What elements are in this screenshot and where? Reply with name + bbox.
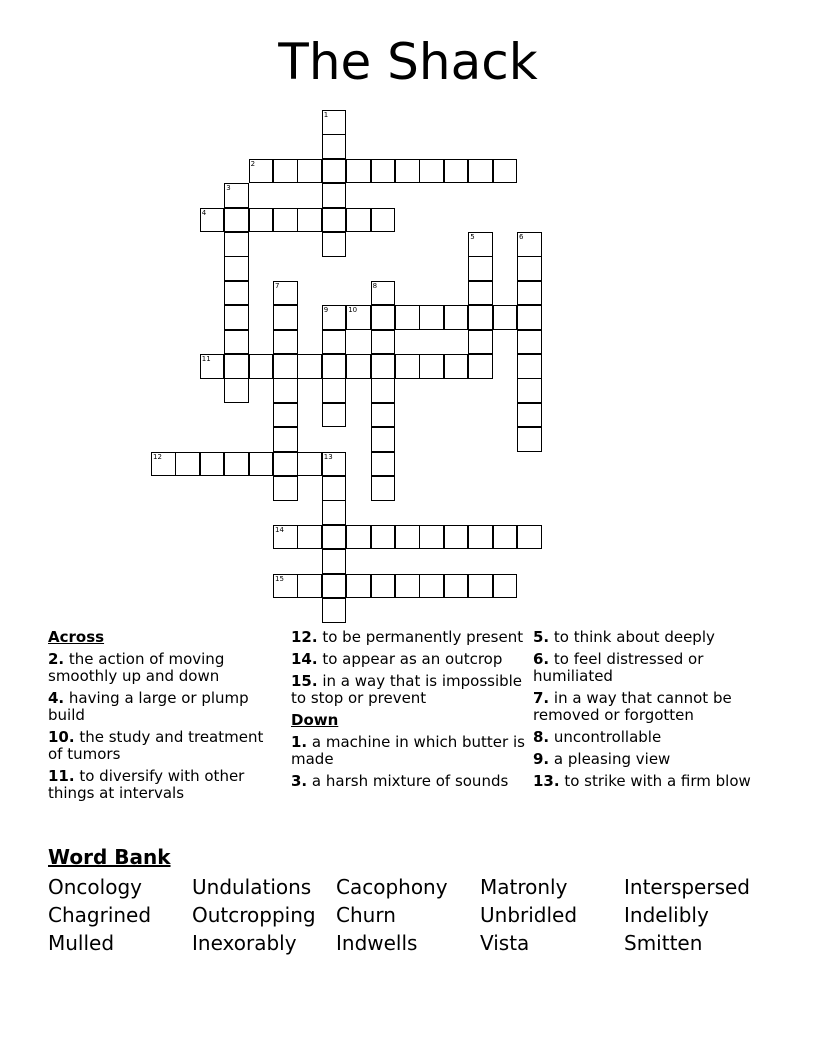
grid-cell[interactable] xyxy=(297,452,322,477)
grid-cell[interactable] xyxy=(249,452,274,477)
clue-down-5: 5. to think about deeply xyxy=(533,628,715,646)
clue-number: 4 xyxy=(201,208,207,217)
clue-across-14: 14. to appear as an outcrop xyxy=(291,650,503,668)
grid-cell[interactable] xyxy=(371,208,396,233)
grid-cell[interactable] xyxy=(468,525,493,550)
grid-cell[interactable] xyxy=(224,208,249,233)
clue-down-1: 1. a machine in which butter is made xyxy=(291,733,525,768)
clues-column-1 xyxy=(48,629,278,807)
grid-cell[interactable] xyxy=(322,354,347,379)
grid-cell[interactable] xyxy=(371,452,396,477)
grid-cell[interactable] xyxy=(273,281,298,306)
grid-cell[interactable] xyxy=(517,403,542,428)
grid-cell[interactable] xyxy=(346,525,371,550)
grid-cell[interactable] xyxy=(493,574,518,599)
grid-cell[interactable] xyxy=(395,574,420,599)
clue-across-15: 15. in a way that is impossible to stop or prevent xyxy=(291,672,523,707)
grid-cell[interactable] xyxy=(395,354,420,379)
word-bank-word: Oncology xyxy=(48,875,142,899)
grid-cell[interactable] xyxy=(444,354,469,379)
word-bank-word: Undulations xyxy=(192,875,312,899)
grid-cell[interactable] xyxy=(273,427,298,452)
grid-cell[interactable] xyxy=(322,476,347,501)
clue-number: 5 xyxy=(470,233,475,241)
clue-number: 14 xyxy=(275,525,284,534)
grid-cell[interactable] xyxy=(322,208,347,233)
clue-down-6: 6. to feel distressed or humiliated xyxy=(533,650,704,685)
grid-cell[interactable] xyxy=(493,159,518,184)
grid-cell[interactable] xyxy=(517,330,542,355)
grid-cell[interactable] xyxy=(322,159,347,184)
grid-cell[interactable] xyxy=(493,525,518,550)
word-bank xyxy=(48,873,768,957)
grid-cell[interactable] xyxy=(371,305,396,330)
grid-cell[interactable] xyxy=(322,330,347,355)
grid-cell[interactable] xyxy=(395,159,420,184)
clue-number: 2 xyxy=(250,159,256,168)
grid-cell[interactable] xyxy=(224,354,249,379)
clue-number: 6 xyxy=(519,233,524,241)
grid-cell[interactable] xyxy=(371,354,396,379)
grid-cell[interactable] xyxy=(468,305,493,330)
clue-across-4: 4. having a large or plump build xyxy=(48,689,249,724)
grid-cell[interactable] xyxy=(419,305,444,330)
clues-column-2 xyxy=(291,629,527,795)
grid-cell[interactable] xyxy=(395,525,420,550)
clue-across-12: 12. to be permanently present xyxy=(291,628,524,646)
grid-cell[interactable] xyxy=(322,598,347,623)
word-bank-word: Indelibly xyxy=(624,903,709,927)
grid-cell[interactable] xyxy=(297,354,322,379)
grid-cell[interactable] xyxy=(249,159,274,184)
grid-cell[interactable] xyxy=(200,452,225,477)
grid-cell[interactable] xyxy=(517,378,542,403)
grid-cell[interactable] xyxy=(371,159,396,184)
word-bank-word: Matronly xyxy=(480,875,568,899)
clue-number: 1 xyxy=(323,111,329,119)
clue-number: 15 xyxy=(275,574,284,583)
grid-cell[interactable] xyxy=(517,525,542,550)
clue-number: 13 xyxy=(323,452,333,461)
grid-cell[interactable] xyxy=(346,574,371,599)
clues-column-3 xyxy=(533,629,763,795)
down-heading: Down xyxy=(291,711,339,729)
grid-cell[interactable] xyxy=(273,159,298,184)
grid-cell[interactable] xyxy=(517,305,542,330)
grid-cell[interactable] xyxy=(419,354,444,379)
grid-cell[interactable] xyxy=(493,305,518,330)
grid-cell[interactable] xyxy=(444,159,469,184)
clue-number: 7 xyxy=(275,281,280,290)
grid-cell[interactable] xyxy=(322,452,347,477)
grid-cell[interactable] xyxy=(224,305,249,330)
clue-number: 12 xyxy=(153,452,162,461)
grid-cell[interactable] xyxy=(297,208,322,233)
word-bank-word: Vista xyxy=(480,931,530,955)
grid-cell[interactable] xyxy=(224,452,249,477)
word-bank-word: Indwells xyxy=(336,931,418,955)
grid-cell[interactable] xyxy=(273,305,298,330)
grid-cell[interactable] xyxy=(322,549,347,574)
clue-down-7: 7. in a way that cannot be removed or forgotten xyxy=(533,689,732,724)
grid-cell[interactable] xyxy=(273,452,298,477)
word-bank-word: Churn xyxy=(336,903,396,927)
grid-cell[interactable] xyxy=(517,256,542,281)
word-bank-title: Word Bank xyxy=(48,845,171,869)
grid-cell[interactable] xyxy=(322,232,347,257)
grid-cell[interactable] xyxy=(346,354,371,379)
grid-cell[interactable] xyxy=(322,378,347,403)
grid-cell[interactable] xyxy=(371,525,396,550)
grid-cell[interactable] xyxy=(273,574,298,599)
grid-cell[interactable] xyxy=(273,476,298,501)
across-heading: Across xyxy=(48,628,105,646)
clue-number: 3 xyxy=(226,184,231,193)
grid-cell[interactable] xyxy=(322,574,347,599)
grid-cell[interactable] xyxy=(322,305,347,330)
grid-cell[interactable] xyxy=(371,427,396,452)
grid-cell[interactable] xyxy=(517,281,542,306)
grid-cell[interactable] xyxy=(444,525,469,550)
grid-cell[interactable] xyxy=(249,208,274,233)
grid-cell[interactable] xyxy=(322,183,347,208)
grid-cell[interactable] xyxy=(224,330,249,355)
grid-cell[interactable] xyxy=(297,574,322,599)
grid-cell[interactable] xyxy=(468,256,493,281)
word-bank-word: Outcropping xyxy=(192,903,316,927)
clue-number: 11 xyxy=(201,355,211,363)
word-bank-word: Inexorably xyxy=(192,931,297,955)
grid-cell[interactable] xyxy=(419,574,444,599)
grid-cell[interactable] xyxy=(273,330,298,355)
grid-cell[interactable] xyxy=(371,403,396,428)
grid-cell[interactable] xyxy=(322,525,347,550)
grid-cell[interactable] xyxy=(273,378,298,403)
grid-cell[interactable] xyxy=(273,208,298,233)
grid-cell[interactable] xyxy=(444,574,469,599)
grid-cell[interactable] xyxy=(371,281,396,306)
grid-cell[interactable] xyxy=(151,452,176,477)
grid-cell[interactable] xyxy=(395,305,420,330)
grid-cell[interactable] xyxy=(224,183,249,208)
grid-cell[interactable] xyxy=(297,159,322,184)
grid-cell[interactable] xyxy=(346,159,371,184)
grid-cell[interactable] xyxy=(371,476,396,501)
grid-cell[interactable] xyxy=(322,500,347,525)
grid-cell[interactable] xyxy=(468,330,493,355)
grid-cell[interactable] xyxy=(419,159,444,184)
grid-cell[interactable] xyxy=(273,403,298,428)
grid-cell[interactable] xyxy=(517,354,542,379)
grid-cell[interactable] xyxy=(468,281,493,306)
clue-down-8: 8. uncontrollable xyxy=(533,728,662,746)
grid-cell[interactable] xyxy=(273,354,298,379)
grid-cell[interactable] xyxy=(517,232,542,257)
grid-cell[interactable] xyxy=(517,427,542,452)
grid-cell[interactable] xyxy=(249,354,274,379)
grid-cell[interactable] xyxy=(322,403,347,428)
grid-cell[interactable] xyxy=(175,452,200,477)
grid-cell[interactable] xyxy=(322,134,347,159)
grid-cell[interactable] xyxy=(297,525,322,550)
grid-cell[interactable] xyxy=(371,378,396,403)
clue-down-9: 9. a pleasing view xyxy=(533,750,671,768)
grid-cell[interactable] xyxy=(371,574,396,599)
grid-cell[interactable] xyxy=(224,256,249,281)
grid-cell[interactable] xyxy=(419,525,444,550)
word-bank-word: Cacophony xyxy=(336,875,448,899)
clue-number: 9 xyxy=(323,306,329,315)
grid-cell[interactable] xyxy=(468,232,493,257)
grid-cell[interactable] xyxy=(371,330,396,355)
grid-cell[interactable] xyxy=(322,110,347,135)
clue-across-10: 10. the study and treatment of tumors xyxy=(48,728,264,763)
grid-cell[interactable] xyxy=(468,574,493,599)
puzzle-title: The Shack xyxy=(278,33,538,91)
grid-cell[interactable] xyxy=(444,305,469,330)
word-bank-word: Mulled xyxy=(48,931,115,955)
grid-cell[interactable] xyxy=(468,354,493,379)
clue-across-2: 2. the action of moving smoothly up and down xyxy=(48,650,225,685)
word-bank-word: Smitten xyxy=(624,931,703,955)
word-bank-word: Chagrined xyxy=(48,903,152,927)
word-bank-word: Interspersed xyxy=(624,875,751,899)
clue-number: 10 xyxy=(348,306,358,315)
grid-cell[interactable] xyxy=(273,525,298,550)
grid-cell[interactable] xyxy=(468,159,493,184)
grid-cell[interactable] xyxy=(200,208,225,233)
grid-cell[interactable] xyxy=(224,281,249,306)
grid-cell[interactable] xyxy=(224,378,249,403)
word-bank-word: Unbridled xyxy=(480,903,578,927)
clue-number: 8 xyxy=(372,281,378,290)
grid-cell[interactable] xyxy=(346,208,371,233)
grid-cell[interactable] xyxy=(224,232,249,257)
grid-cell[interactable] xyxy=(200,354,225,379)
clue-down-13: 13. to strike with a firm blow xyxy=(533,772,751,790)
clue-across-11: 11. to diversify with other things at intervals xyxy=(48,767,245,802)
grid-cell[interactable] xyxy=(346,305,371,330)
clue-down-3: 3. a harsh mixture of sounds xyxy=(291,772,509,790)
